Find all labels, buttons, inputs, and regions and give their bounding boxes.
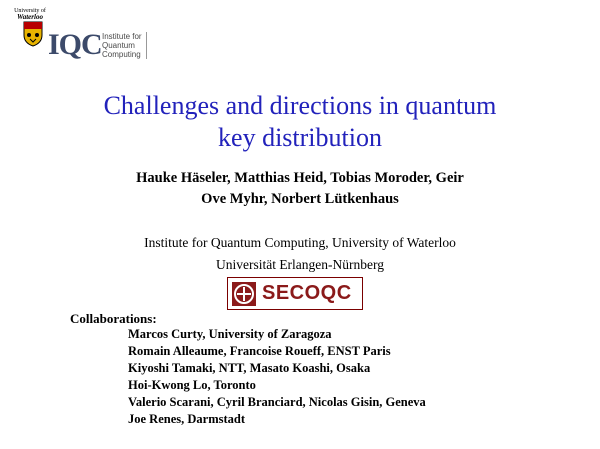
list-item: Romain Alleaume, Francoise Roueff, ENST Paris [128,344,391,358]
collaborations-list [128,326,426,428]
list-item: Joe Renes, Darmstadt [128,412,245,426]
institute-line: Quantum [102,41,135,50]
waterloo-wordmark [10,8,50,20]
slide-title [40,90,560,154]
collaborations-heading: Collaborations: [70,311,157,326]
secoqc-logo [227,277,363,310]
iqc-acronym: IQC [48,28,102,61]
list-item: Valerio Scarani, Cyril Branciard, Nicolas Gisin, Geneva [128,395,426,409]
iqc-logo [10,8,150,63]
authors-line: Hauke Häseler, Matthias Heid, Tobias Moroder, Geir [136,170,464,186]
affiliation-erlangen: Universität Erlangen-Nürnberg [215,257,385,272]
institute-line: Institute for [102,32,142,41]
list-item: Kiyoshi Tamaki, NTT, Masato Koashi, Osaka [128,361,371,375]
authors [60,168,540,210]
list-item: Marcos Curty, University of Zaragoza [128,327,332,341]
authors-line: Ove Myhr, Norbert Lütkenhaus [201,191,399,207]
institute-name [102,32,147,59]
secoqc-emblem-icon [232,282,256,306]
institute-line: Computing [102,50,141,59]
title-line: Challenges and directions in quantum [103,91,497,120]
title-line: key distribution [218,123,382,152]
waterloo-shield-icon [23,21,43,47]
affiliation-waterloo: Institute for Quantum Computing, University of Waterloo [144,235,456,250]
waterloo-line1: University of [14,8,46,14]
secoqc-wordmark: SECOQC [262,282,352,304]
list-item: Hoi-Kwong Lo, Toronto [128,378,256,392]
waterloo-line2: Waterloo [17,13,43,21]
